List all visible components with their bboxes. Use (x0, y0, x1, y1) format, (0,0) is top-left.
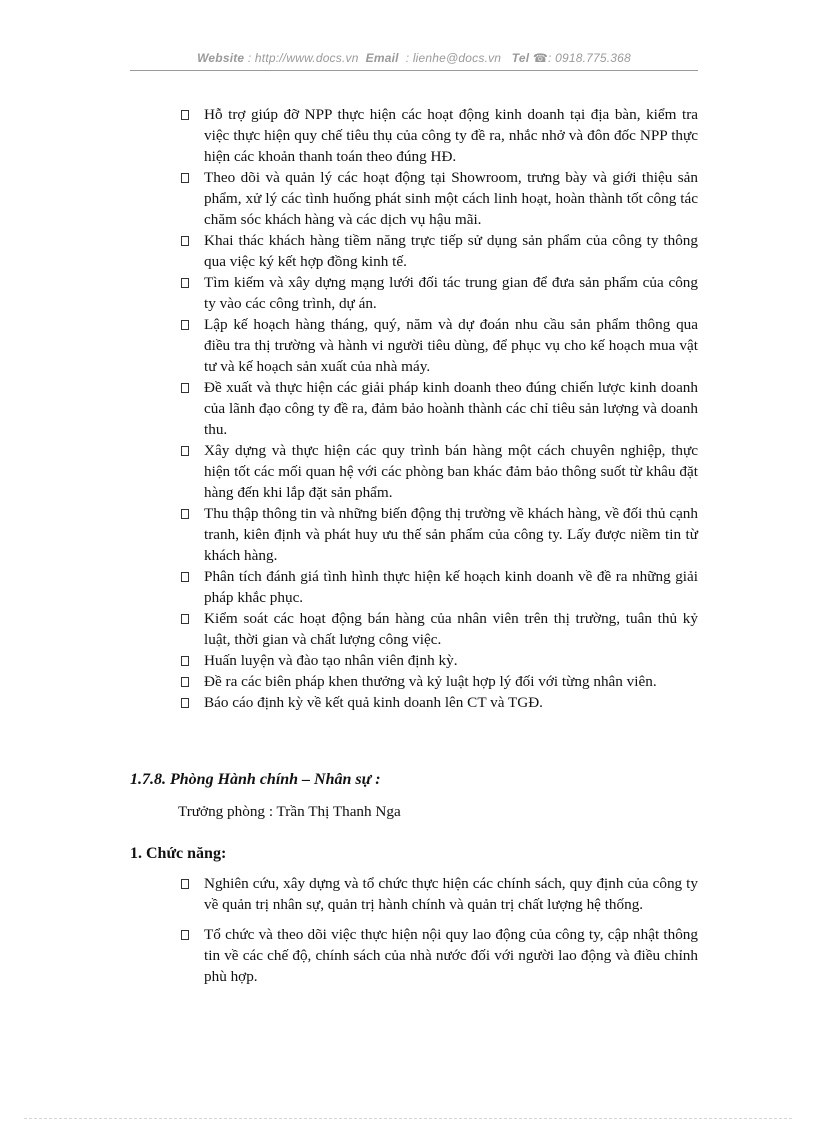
checkbox-bullet-icon (181, 509, 189, 519)
phone-icon: ☎ (532, 51, 548, 65)
checkbox-bullet-icon (181, 446, 189, 456)
list-item-text: Tổ chức và theo dõi việc thực hiện nội quy lao động của công ty, cập nhật thông tin về các chế độ, chính sách của nhà nước đối với người lao động và điều chỉnh phù hợp. (204, 926, 698, 985)
email-value: : lienhe@docs.vn (405, 51, 502, 65)
checkbox-bullet-icon (181, 320, 189, 330)
checkbox-bullet-icon (181, 110, 189, 120)
list-item (178, 272, 698, 314)
checkbox-bullet-icon (181, 698, 189, 708)
website-value: : http://www.docs.vn (247, 51, 359, 65)
list-item-text: Kiểm soát các hoạt động bán hàng của nhân viên trên thị trường, tuân thủ kỷ luật, thời gian và chất lượng công việc. (204, 610, 698, 648)
list-item (178, 314, 698, 377)
checkbox-bullet-icon (181, 879, 189, 889)
list-item (178, 440, 698, 503)
list-item (178, 104, 698, 167)
list-item (178, 566, 698, 608)
list-item-text: Hỗ trợ giúp đỡ NPP thực hiện các hoạt động kinh doanh tại địa bàn, kiểm tra việc thực hiện quy chế tiêu thụ của công ty đề ra, nhắc nhở và đôn đốc NPP thực hiện các khoản thanh toán theo đúng HĐ. (204, 106, 698, 165)
page-bottom-divider (24, 1118, 792, 1119)
header-divider (130, 70, 698, 71)
checkbox-bullet-icon (181, 173, 189, 183)
task-list (178, 104, 698, 713)
checkbox-bullet-icon (181, 236, 189, 246)
list-item-text: Tìm kiếm và xây dựng mạng lưới đối tác trung gian để đưa sản phẩm của công ty vào các công trình, dự án. (204, 274, 698, 312)
checkbox-bullet-icon (181, 614, 189, 624)
list-item (178, 377, 698, 440)
list-item-text: Phân tích đánh giá tình hình thực hiện kế hoạch kinh doanh về đề ra những giải pháp khắc phục. (204, 568, 698, 606)
list-item (178, 650, 698, 671)
page-header (130, 51, 698, 65)
list-item (178, 167, 698, 230)
list-item-text: Khai thác khách hàng tiềm năng trực tiếp sử dụng sản phẩm của công ty thông qua việc ký kết hợp đồng kinh tế. (204, 232, 698, 270)
tel-label: Tel (511, 51, 530, 65)
checkbox-bullet-icon (181, 930, 189, 940)
function-list (178, 873, 698, 996)
tel-value: : 0918.775.368 (548, 51, 631, 65)
department-manager: Trưởng phòng : Trần Thị Thanh Nga (178, 803, 401, 820)
list-item-text: Đề xuất và thực hiện các giải pháp kinh doanh theo đúng chiến lược kinh doanh của lãnh đạo công ty đề ra, đảm bảo hoành thành các chỉ tiêu sản lượng và doanh thu. (204, 379, 698, 438)
list-item (178, 503, 698, 566)
list-item-text: Thu thập thông tin và những biến động thị trường về khách hàng, về đối thủ cạnh tranh, kiên định và phát huy ưu thế sản phẩm của công ty. Lấy được niềm tin từ khách hàng. (204, 505, 698, 564)
list-item-text: Theo dõi và quản lý các hoạt động tại Showroom, trưng bày và giới thiệu sản phẩm, xử lý các tình huống phát sinh một cách linh hoạt, hoàn thành tốt công tác chăm sóc khách hàng và các dịch vụ hậu mãi. (204, 169, 698, 228)
checkbox-bullet-icon (181, 677, 189, 687)
list-item (178, 671, 698, 692)
list-item (178, 924, 698, 987)
list-item-text: Huấn luyện và đào tạo nhân viên định kỳ. (204, 652, 458, 669)
checkbox-bullet-icon (181, 278, 189, 288)
website-label: Website (197, 51, 245, 65)
list-item-text: Báo cáo định kỳ về kết quả kinh doanh lên CT và TGĐ. (204, 694, 543, 711)
list-item-text: Đề ra các biên pháp khen thưởng và kỷ luật hợp lý đối với từng nhân viên. (204, 673, 657, 690)
list-item (178, 230, 698, 272)
list-item-text: Lập kế hoạch hàng tháng, quý, năm và dự đoán nhu cầu sản phẩm thông qua điều tra thị trường và hành vi người tiêu dùng, để phục vụ cho kế hoạch mua vật tư và kế hoạch sản xuất của nhà máy. (204, 316, 698, 375)
checkbox-bullet-icon (181, 383, 189, 393)
list-item (178, 608, 698, 650)
list-item-text: Xây dựng và thực hiện các quy trình bán hàng một cách chuyên nghiệp, thực hiện tốt các mối quan hệ với các phòng ban khác đảm bảo thông suốt từ khâu đặt hàng đến khi lắp đặt sản phẩm. (204, 442, 698, 501)
email-label: Email (365, 51, 399, 65)
list-item (178, 692, 698, 713)
section-heading: 1.7.8. Phòng Hành chính – Nhân sự : (130, 771, 381, 788)
checkbox-bullet-icon (181, 572, 189, 582)
list-item (178, 873, 698, 915)
subsection-heading: 1. Chức năng: (130, 845, 227, 862)
list-item-text: Nghiên cứu, xây dựng và tổ chức thực hiện các chính sách, quy định của công ty về quản trị nhân sự, quản trị hành chính và quản trị chất lượng hệ thống. (204, 875, 698, 913)
checkbox-bullet-icon (181, 656, 189, 666)
